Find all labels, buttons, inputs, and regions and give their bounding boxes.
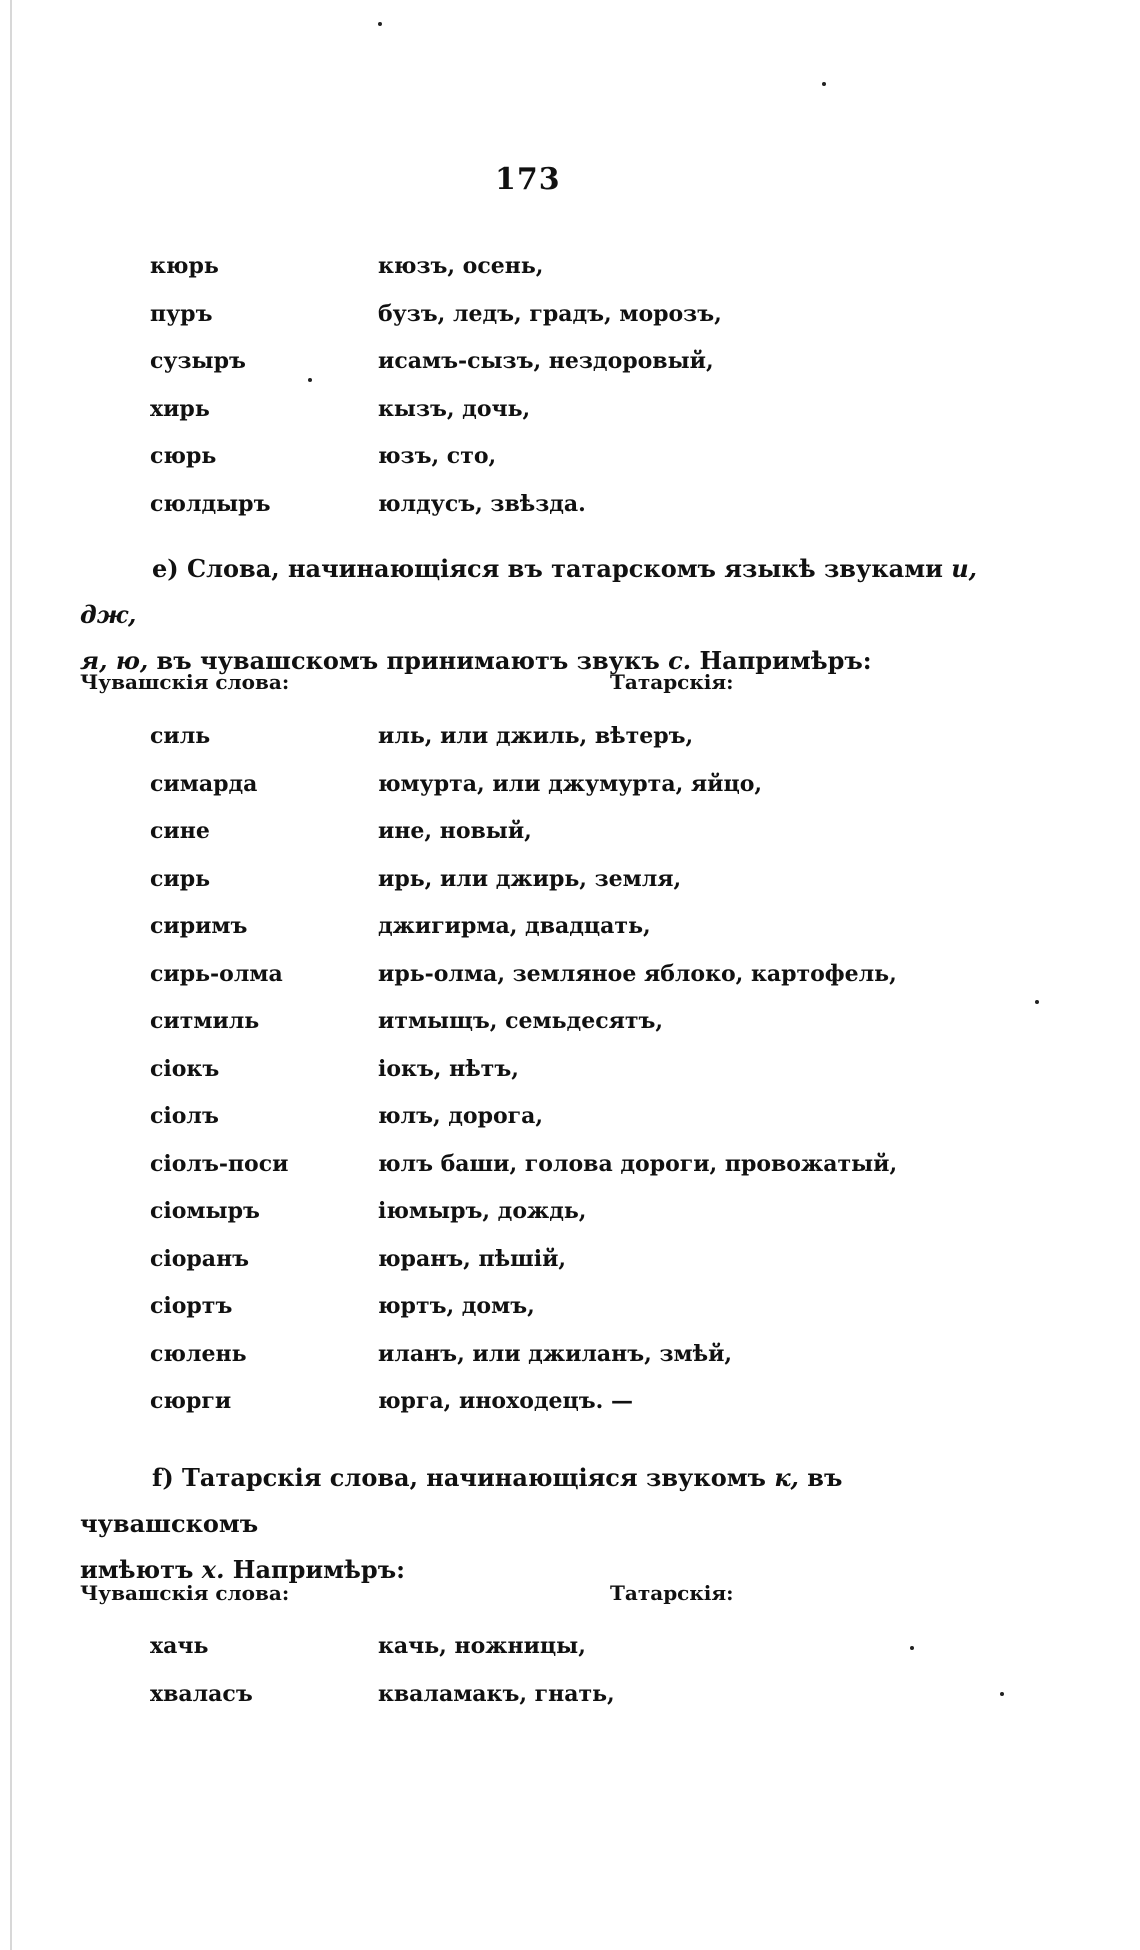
list-item [0,771,1140,819]
paragraph-italic: х. [201,1555,225,1584]
list-item [0,913,1140,961]
tatar-translation: иль, или джиль, вѣтеръ, [378,723,694,749]
chuvash-word: сюлень [150,1340,247,1367]
chuvash-word: сюрь [150,443,217,469]
list-item [0,1633,1140,1681]
list-item [0,723,1140,771]
word-list-3 [0,1633,1140,1728]
tatar-translation: юлдусъ, звѣзда. [378,490,586,517]
word-list-2 [0,723,1140,1436]
column-header-chuvash: Чувашскія слова: [80,670,290,694]
paragraph-text: e) Слова, начинающіяся въ татарскомъ языкѣ звуками [152,554,952,583]
chuvash-word: сіортъ [150,1293,233,1319]
scan-speck [1000,1692,1004,1696]
chuvash-word: сиримъ [150,913,248,939]
chuvash-word: ситмиль [150,1008,260,1034]
tatar-translation: иланъ, или джиланъ, змѣй, [378,1340,733,1367]
tatar-translation: исамъ-сызъ, нездоровый, [378,348,714,374]
list-item [0,443,1140,491]
list-item [0,491,1140,539]
paragraph-text: Напримѣръ: [691,646,872,675]
paragraph-f [80,1455,980,1593]
list-item [0,396,1140,444]
chuvash-word: сіолъ-поси [150,1150,289,1177]
tatar-translation: качь, ножницы, [378,1633,586,1659]
paragraph-italic: к, [774,1463,799,1492]
tatar-translation: іюмыръ, дождь, [378,1198,587,1224]
paragraph-text: имѣютъ [80,1555,202,1584]
chuvash-word: сине [150,818,210,844]
list-item [0,818,1140,866]
chuvash-word: сирь-олма [150,960,283,987]
tatar-translation: итмыщъ, семьдесятъ, [378,1008,664,1034]
tatar-translation: юртъ, домъ, [378,1293,535,1319]
tatar-translation: ине, новый, [378,818,532,844]
list-item [0,866,1140,914]
chuvash-word: сюрги [150,1388,232,1414]
chuvash-word: кюрь [150,253,219,279]
tatar-translation: юрга, иноходецъ. — [378,1388,633,1414]
tatar-translation: джигирма, двадцать, [378,913,651,939]
tatar-translation: юлъ баши, голова дороги, провожатый, [378,1150,898,1177]
paragraph-italic: и, дж, [80,554,978,629]
chuvash-word: хирь [150,395,210,422]
chuvash-word: хачь [150,1633,209,1659]
list-item [0,1341,1140,1389]
list-item [0,1246,1140,1294]
list-item [0,253,1140,301]
list-item [0,1151,1140,1199]
tatar-translation: юлъ, дорога, [378,1103,544,1129]
tatar-translation: юранъ, пѣшій, [378,1245,567,1272]
list-item [0,1388,1140,1436]
list-item [0,1103,1140,1151]
chuvash-word: сирь [150,865,211,892]
tatar-translation: ирь, или джирь, земля, [378,865,682,892]
tatar-translation: бузъ, ледъ, градъ, морозъ, [378,300,722,327]
list-item [0,348,1140,396]
paragraph-italic: я, ю, [80,646,149,675]
page-number: 173 [495,162,561,197]
column-header-tatar: Татарскія: [610,670,734,694]
list-item [0,1198,1140,1246]
scan-speck [1035,1000,1039,1004]
tatar-translation: кюзъ, осень, [378,253,544,279]
paragraph-text: въ чувашскомъ принимаютъ звукъ [148,646,669,675]
paragraph-italic: с. [668,646,692,675]
scan-speck [822,82,826,86]
chuvash-word: сіолъ [150,1103,219,1129]
column-header-tatar: Татарскія: [610,1581,734,1605]
list-item [0,1293,1140,1341]
tatar-translation: юмурта, или джумурта, яйцо, [378,770,763,797]
chuvash-word: сіоранъ [150,1245,250,1272]
chuvash-word: сіомыръ [150,1198,260,1224]
list-item [0,1056,1140,1104]
column-header-chuvash: Чувашскія слова: [80,1581,290,1605]
list-item [0,961,1140,1009]
chuvash-word: хваласъ [150,1680,253,1707]
chuvash-word: сіокъ [150,1055,220,1082]
paragraph-e [80,546,980,684]
tatar-translation: юзъ, сто, [378,443,497,469]
paragraph-text: Напримѣръ: [224,1555,405,1584]
word-list-1 [0,253,1140,538]
tatar-translation: кваламакъ, гнать, [378,1680,615,1707]
chuvash-word: сузыръ [150,348,246,374]
chuvash-word: силь [150,723,211,749]
list-item [0,1681,1140,1729]
paragraph-text: f) Татарскія слова, начинающіяся звукомъ [152,1463,775,1492]
chuvash-word: сюлдыръ [150,490,271,517]
paragraph-text: въ чувашскомъ [80,1463,843,1538]
tatar-translation: ирь-олма, земляное яблоко, картофель, [378,960,897,987]
scan-speck [378,22,382,26]
list-item [0,1008,1140,1056]
tatar-translation: іокъ, нѣтъ, [378,1055,519,1082]
list-item [0,301,1140,349]
tatar-translation: кызъ, дочь, [378,395,531,422]
scan-speck [308,378,312,382]
chuvash-word: симарда [150,770,258,797]
scan-speck [910,1646,914,1650]
chuvash-word: пуръ [150,300,213,327]
